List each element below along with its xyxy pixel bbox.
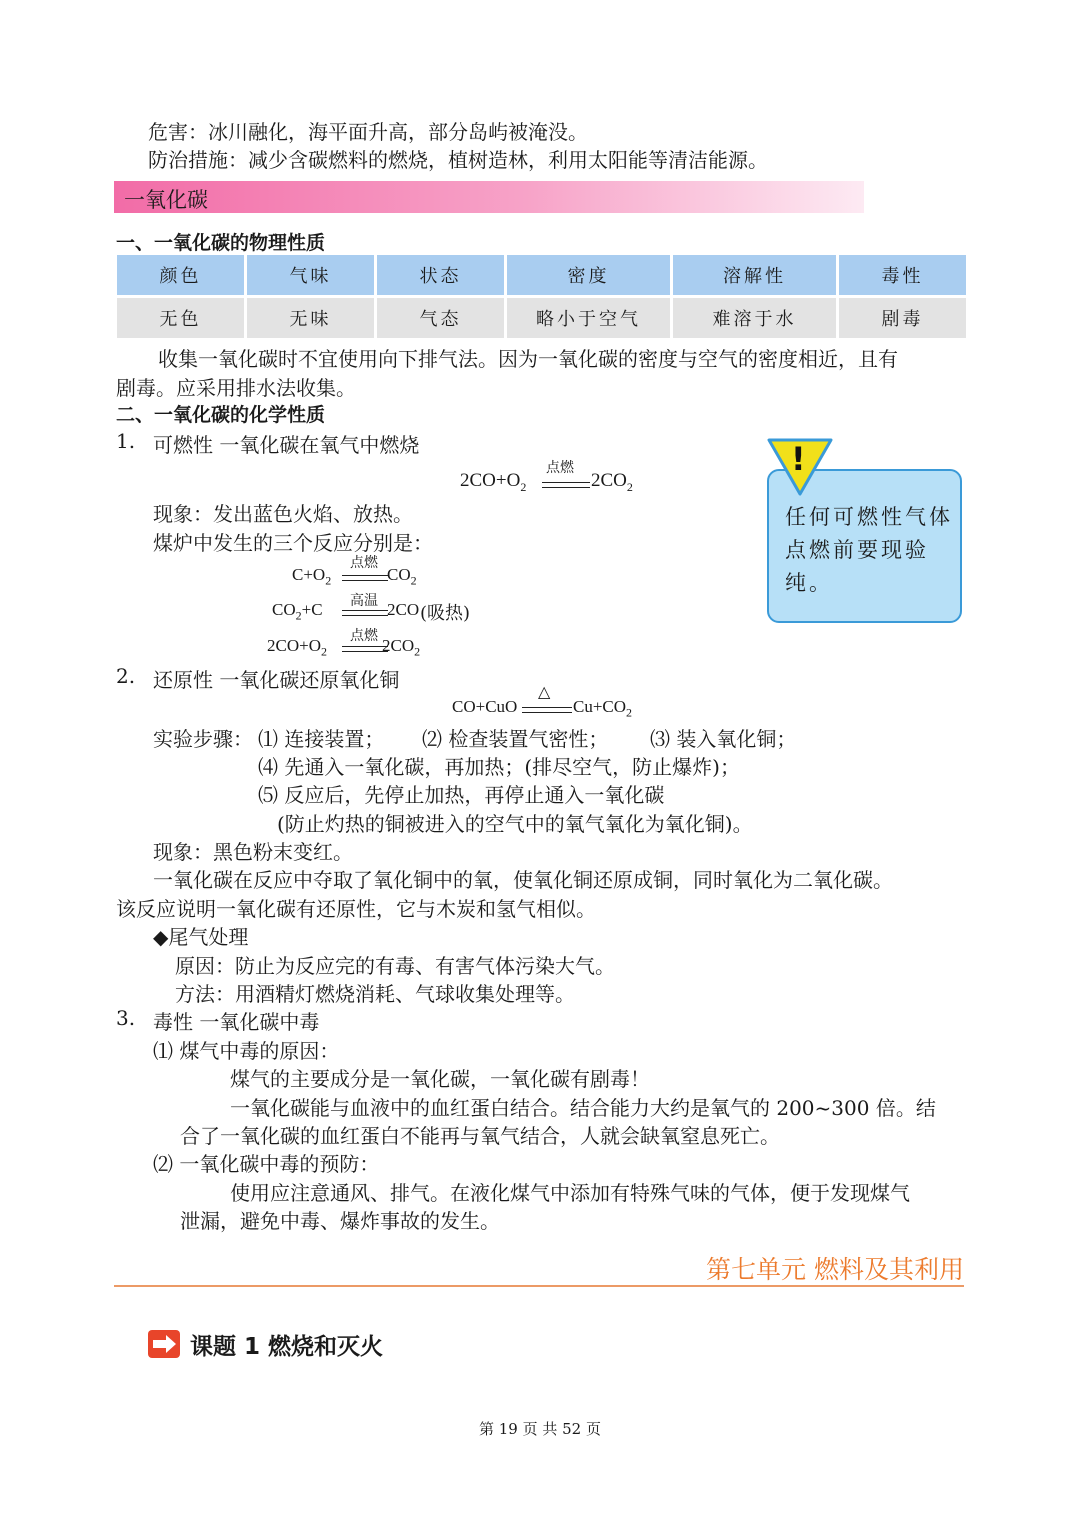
collect-note-line2: 剧毒。应采用排水法收集。 — [116, 376, 356, 400]
harm-line: 危害：冰川融化，海平面升高，部分岛屿被淹没。 — [148, 120, 588, 144]
unit-title: 第七单元 燃料及其利用 — [706, 1255, 964, 1284]
measures-line: 防治措施：减少含碳燃料的燃烧，植树造林，利用太阳能等清洁能源。 — [148, 148, 768, 172]
item3-sub1-p1: 煤气的主要成分是一氧化碳，一氧化碳有剧毒！ — [230, 1067, 650, 1091]
table-header-cell: 状态 — [377, 255, 504, 298]
properties-table — [114, 255, 969, 338]
item2-explain-line1: 一氧化碳在反应中夺取了氧化铜中的氧，使氧化铜还原成铜，同时氧化为二氧化碳。 — [153, 868, 893, 892]
equal-sign — [342, 610, 388, 616]
step-5-note: (防止灼热的铜被进入的空气中的氧气氧化为氧化铜)。 — [277, 812, 753, 836]
table-cell: 无味 — [247, 298, 374, 338]
table-header-cell: 溶解性 — [673, 255, 836, 298]
warning-symbol: ! — [791, 440, 806, 478]
table-header-cell: 气味 — [247, 255, 374, 298]
tail-gas-title: ◆尾气处理 — [153, 925, 249, 949]
tail-gas-reason: 原因：防止为反应完的有毒、有害气体污染大气。 — [175, 954, 615, 978]
condition-heat: △ — [538, 682, 551, 701]
unit-divider — [114, 1285, 964, 1287]
item3-sub1-p2b: 合了一氧化碳的血红蛋白不能再与氧气结合，人就会缺氧窒息死亡。 — [180, 1124, 780, 1148]
arrow-right-icon — [148, 1330, 180, 1358]
table-header-cell: 密度 — [507, 255, 670, 298]
equation-co-cuo-left: CO+CuO — [452, 697, 518, 716]
step-5: ⑸ 反应后，先停止加热，再停止通入一氧化碳 — [258, 783, 665, 807]
warning-text: 任何可燃性气体点燃前要现验纯。 — [785, 505, 953, 595]
equal-sign — [522, 707, 572, 713]
page-footer: 第 19 页 共 52 页 — [478, 1420, 601, 1438]
equal-sign — [542, 482, 590, 488]
condition-ignite: 点燃 — [350, 628, 378, 644]
equal-sign — [342, 575, 388, 581]
item1-phenomenon: 现象：发出蓝色火焰、放热。 — [153, 502, 413, 526]
item3-sub2: ⑵ 一氧化碳中毒的预防： — [153, 1152, 380, 1176]
item3-title: 毒性 一氧化碳中毒 — [153, 1010, 320, 1034]
table-header-cell: 颜色 — [117, 255, 244, 298]
item2-explain-line2: 该反应说明一氧化碳有还原性，它与木炭和氢气相似。 — [116, 897, 596, 921]
table-cell: 无色 — [117, 298, 244, 338]
collect-note-line1: 收集一氧化碳时不宜使用向下排气法。因为一氧化碳的密度与空气的密度相近，且有 — [158, 347, 898, 371]
equation-co-combustion-right: $2CO_2$ — [591, 470, 633, 494]
step-3: ⑶ 装入氧化铜； — [650, 727, 797, 751]
item1-title: 可燃性 一氧化碳在氧气中燃烧 — [153, 433, 420, 457]
item3-sub2-p1a: 使用应注意通风、排气。在液化煤气中添加有特殊气味的气体，便于发现煤气 — [230, 1181, 910, 1205]
chemical-heading: 二、一氧化碳的化学性质 — [116, 404, 326, 426]
step-1: ⑴ 连接装置； — [258, 727, 385, 751]
item2-number: 2. — [116, 664, 136, 688]
equation-c-o2-left: $C+O_2$ — [292, 565, 332, 588]
section-title: 一氧化碳 — [124, 188, 208, 212]
table-cell: 剧毒 — [839, 298, 966, 338]
item1-stove-intro: 煤炉中发生的三个反应分别是： — [153, 531, 433, 555]
table-row — [117, 298, 966, 338]
condition-high-temp: 高温 — [350, 593, 378, 609]
condition-ignite: 点燃 — [546, 460, 574, 476]
equation-co-o2-right: $2CO_2$ — [382, 636, 421, 659]
item3-sub1: ⑴ 煤气中毒的原因： — [153, 1039, 340, 1063]
item3-sub1-p2a: 一氧化碳能与血液中的血红蛋白结合。结合能力大约是氧气的 200~300 倍。结 — [230, 1096, 936, 1120]
step-4: ⑷ 先通入一氧化碳，再加热；(排尽空气，防止爆炸)； — [258, 755, 740, 779]
table-cell: 气态 — [377, 298, 504, 338]
item1-number: 1. — [116, 429, 136, 453]
item3-number: 3. — [116, 1006, 136, 1030]
equation-co-combustion-left: $2CO+O_2$ — [460, 470, 527, 494]
item3-sub2-p1b: 泄漏，避免中毒、爆炸事故的发生。 — [180, 1209, 500, 1233]
table-cell: 难溶于水 — [673, 298, 836, 338]
equation-co-cuo-right: $Cu+CO_2$ — [573, 697, 633, 720]
absorb-heat-note: (吸热) — [420, 603, 471, 624]
equation-c-o2-right: $CO_2$ — [387, 565, 417, 588]
physical-heading: 一、一氧化碳的物理性质 — [116, 232, 326, 254]
item2-phenomenon: 现象：黑色粉末变红。 — [153, 840, 353, 864]
equation-co-o2-left: $2CO+O_2$ — [267, 636, 327, 659]
lesson-title: 课题 1 燃烧和灭火 — [190, 1334, 384, 1360]
section-bar — [114, 181, 864, 213]
steps-label: 实验步骤： — [153, 727, 253, 751]
table-header-cell: 毒性 — [839, 255, 966, 298]
item2-title: 还原性 一氧化碳还原氧化铜 — [153, 668, 400, 692]
tail-gas-method: 方法：用酒精灯燃烧消耗、气球收集处理等。 — [175, 982, 575, 1006]
table-cell: 略小于空气 — [507, 298, 670, 338]
step-2: ⑵ 检查装置气密性； — [422, 727, 609, 751]
condition-ignite: 点燃 — [350, 555, 378, 571]
equation-co2-c-left: $CO_2+C$ — [272, 600, 323, 623]
equation-co2-c-right: 2CO — [387, 600, 420, 619]
table-header-row — [117, 255, 966, 298]
